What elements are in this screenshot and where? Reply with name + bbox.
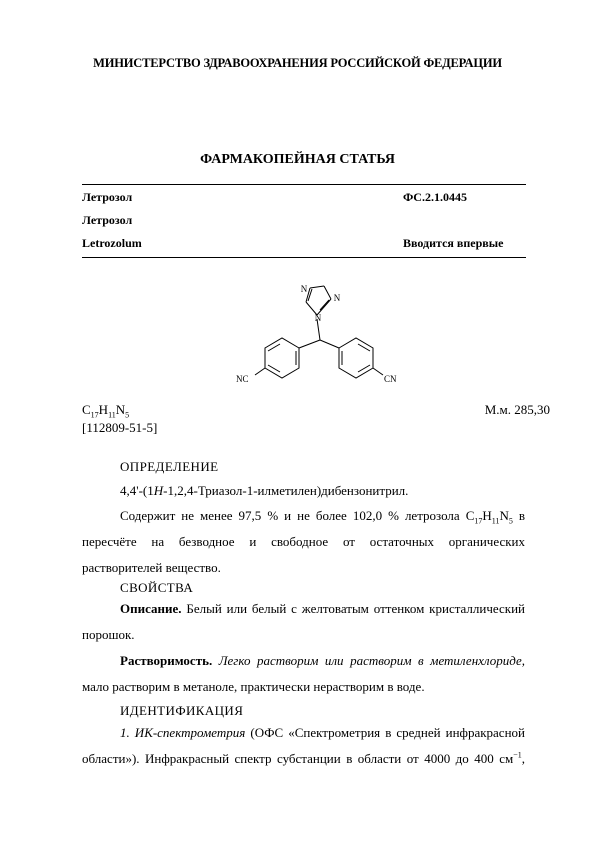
definition-heading: ОПРЕДЕЛЕНИЕ bbox=[120, 459, 219, 474]
properties-heading: СВОЙСТВА bbox=[120, 580, 194, 595]
cn-left-label: NC bbox=[236, 374, 249, 384]
article-code: ФС.2.1.0445 bbox=[403, 190, 467, 204]
atom-n1: N bbox=[300, 284, 308, 294]
header-bottom-rule bbox=[82, 257, 526, 258]
atom-n2: N bbox=[333, 293, 341, 303]
name-latin: Letrozolum bbox=[82, 236, 142, 250]
cn-right-label: CN bbox=[384, 374, 397, 384]
header-top-rule bbox=[82, 184, 526, 185]
solubility-paragraph: Растворимость. Легко растворим или растворим в метиленхлориде, мало растворим в метаноле, практически нерастворим в воде. bbox=[82, 653, 525, 694]
atom-n3: N bbox=[314, 313, 322, 323]
ir-paragraph: 1. ИК-спектрометрия (ОФС «Спектрометрия в средней инфракрасной области»). Инфракрасный спектр субстанции в области от 4000 до 400 $см^{-1}$, bbox=[82, 725, 525, 766]
cas-number: [112809-51-5] bbox=[82, 420, 158, 435]
chemical-name: 4,4'-(1H-1,2,4-Триазол-1-илметилен)дибензонитрил. bbox=[120, 483, 409, 498]
molecular-formula: $C_{17}H_{11}N_5$ bbox=[82, 402, 130, 420]
name-ru-1: Летрозол bbox=[82, 190, 133, 204]
ministry-title: МИНИСТЕРСТВО ЗДРАВООХРАНЕНИЯ РОССИЙСКОЙ ФЕДЕРАЦИИ bbox=[93, 56, 502, 70]
molar-mass: М.м. 285,30 bbox=[484, 402, 550, 417]
description-paragraph: Описание. Белый или белый с желтоватым оттенком кристаллический порошок. bbox=[82, 601, 525, 642]
article-type-title: ФАРМАКОПЕЙНАЯ СТАТЬЯ bbox=[200, 152, 395, 167]
name-ru-2: Летрозол bbox=[82, 213, 133, 227]
letrozole-structure bbox=[230, 272, 410, 390]
content-paragraph: Содержит не менее 97,5 % и не более 102,0 % летрозола $C_{17}H_{11}N_5$ в пересчёте на безводное и свободное от остаточных органических растворителей вещество. bbox=[82, 508, 526, 575]
identification-heading: ИДЕНТИФИКАЦИЯ bbox=[120, 703, 244, 718]
article-status: Вводится впервые bbox=[403, 236, 504, 250]
